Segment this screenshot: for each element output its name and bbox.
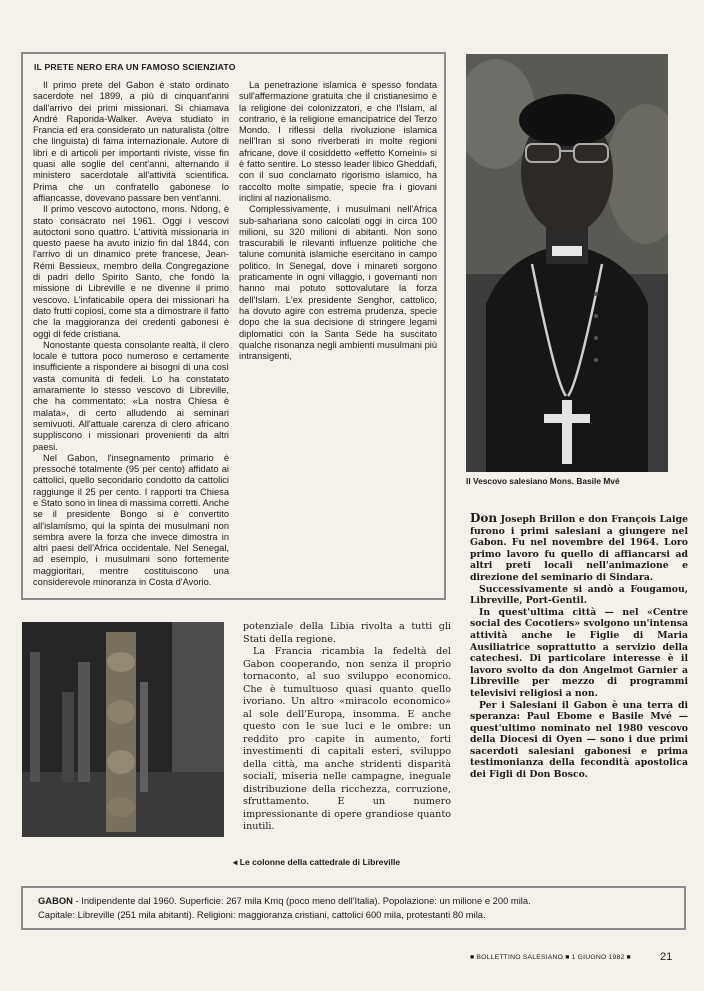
info-line-1 [38, 894, 678, 908]
article-column-2 [239, 80, 437, 362]
paragraph: Complessivamente, i musulmani nell'Africa sub-sahariana sono calcolati oggi in circa 100 milioni, su 320 milioni di abitanti. Non sono trascurabili le rilevanti influenze politiche che talune comunità islamiche esercitano in campo politico. In Senegal, dove i minareti sorgono praticamente in ogni villaggio, i governanti non hanno mai potuto sottovalutare la forza dell'Islam. L'ex presidente Senghor, cattolico, ha dovuto agire con estrema prudenza, specie dopo che la sua decisione di stringere legami diplomatici con la Santa Sede ha suscitato qualche risonanza negli ambienti musulmani più intransigenti, [239, 204, 437, 362]
paragraph: La penetrazione islamica è spesso fondata sull'affermazione gratuita che il cristianesimo è la religione dei colonizzatori, e che l'Islam, al contrario, è la religione emancipatrice del Terzo Mondo. I riflessi della rivoluzione islamica nell'Iran si sono riverberati in molte regioni africane, dove il cosiddetto «effetto Komeini» si è fatto sentire. Lo stesso leader libico Gheddafi, con il suo conclamato rigorismo islamico, ha raccolto molte simpatie, specie fra i giovani inclini al nazionalismo. [239, 80, 437, 203]
paragraph: Nonostante questa consolante realtà, il clero locale è tuttora poco numeroso e certamente insufficiente a rispondere ai bisogni di una così vasta comunità di fedeli. Lo ha constatato amaramente lo stesso vescovo di Libreville, che ha commentato: «La nostra Chiesa è malata», di certo alludendo ai seminari semivuoti. All'attuale carenza di clero africano suppliscono i missionari provenienti da altri paesi. [33, 339, 229, 452]
cathedral-photo [22, 622, 224, 837]
paragraph: Nel Gabon, l'insegnamento primario è pressoché totalmente (95 per cento) affidato ai cattolici, quello secondario condotto da cattolici raggiunge il 25 per cento. I rapporti tra Chiesa e Stato sono in linea di massima corretti. Anche se il presidente Bongo si è convertito all'islamismo, qui la spinta dei musulmani non sembra avere la forza che invece dimostra in altri paesi dell'Africa occidentale. Nel Senegal, ad esempio, i musulmani sono fortemente maggioritari, mentre costituiscono una considerevole minoranza in Costa d'Avorio. [33, 452, 229, 588]
bishop-portrait-image [466, 54, 668, 472]
paragraph: potenziale della Libia rivolta a tutti gli Stati della regione. [243, 621, 451, 645]
paragraph: Per i Salesiani il Gabon è una terra di speranza: Paul Ebome e Basile Mvé — quest'ultimo nominato nel 1980 vescovo della Diocesi di Oyen — sono i due primi sacerdoti salesiani gabonesi e prima testimonianza della fecondità apostolica dei Figli di Don Bosco. [470, 699, 688, 781]
cathedral-columns-image [22, 622, 224, 837]
info-label: GABON [38, 895, 73, 906]
country-info-text [38, 894, 678, 922]
footer-publication: ■ BOLLETTINO SALESIANO ■ 1 GIUGNO 1982 ■ [470, 954, 631, 961]
paragraph: Successivamente si andò a Fougamou, Libreville, Port-Gentil. [470, 583, 688, 607]
paragraph: In quest'ultima città — nel «Centre social des Cocotiers» svolgono un'intensa attività anche le Figlie di Maria Ausiliatrice soprattutto a servizio della catechesi. Di particolare interesse è il lavoro svolto da don Angelmot Garnier a Libreville per mezzo di programmi televisivi religiosi a non. [470, 606, 688, 699]
article-title: IL PRETE NERO ERA UN FAMOSO SCIENZIATO [34, 62, 236, 72]
bishop-photo-caption: Il Vescovo salesiano Mons. Basile Mvé [466, 476, 620, 486]
info-line-2: Capitale: Libreville (251 mila abitanti). Religioni: maggioranza cristiani, cattolici 600 mila, protestanti 80 mila. [38, 909, 486, 920]
drop-cap: Don [470, 511, 498, 525]
paragraph: La Francia ricambia la fedeltà del Gabon cooperando, non senza il proprio tornaconto, al suo sviluppo economico. Che è tumultuoso quasi quanto quello ivoriano. Un altro «miracolo economico» al sole dell'Europa, insomma. E anche questo con le sue luci e le ombre: un reddito pro capite in aumento, forti investimenti di capitali esteri, sviluppo della città, ma anche stridenti disparità sociali, miseria nelle campagne, ineguale distribuzione della ricchezza, corruzione, sfruttamento. E un numero impressionante di opere grandiose quanto inutili. [243, 646, 451, 832]
article-column-3 [243, 621, 451, 834]
salesiani-column [470, 513, 688, 781]
paragraph: Il primo vescovo autoctono, mons. Ndong, è stato consacrato nel 1961. Oggi i vescovi autoctoni sono quattro. L'attività missionaria in questo paese ha avuto inizio fin dal 1844, con l'arrivo di un dinamico prete francese, Jean-Rémi Bessieux, membro della Congregazione di padri dello Spirito Santo, che fondò la missione di Libreville e ne divenne il primo vescovo. L'infaticabile opera dei missionari ha dato frutti copiosi, come sta a dimostrare il fatto che la maggioranza dei credenti gabonesi è oggi di fede cristiana. [33, 204, 229, 339]
caption-text: Le colonne della cattedrale di Libreville [239, 857, 401, 867]
article-column-1 [33, 80, 229, 588]
paragraph [470, 513, 688, 584]
paragraph-text: Joseph Brillon e don François Laige furono i primi salesiani a giungere nel Gabon. Fu nel novembre del 1964. Loro primo lavoro fu quello di affiancarsi ad altri preti locali nell'animazione e direzione del seminario di Sindara. [470, 514, 688, 583]
bishop-photo [466, 54, 668, 472]
caption-arrow-icon: ◂ [233, 857, 238, 867]
cathedral-photo-caption [233, 857, 400, 868]
paragraph: Il primo prete del Gabon è stato ordinato sacerdote nel 1899, a più di cinquant'anni dall'arrivo dei primi missionari. Si chiamava André Raponda-Walker. Aveva studiato in Francia ed era considerato un naturalista (oltre che linguista) di fama internazionale. Autore di libri e di articoli per importanti riviste, visse fin quasi alle soglie del cent'anni, alternando il ministero sacerdotale all'attività scientifica. Prima che un confratello gabonese lo affiancasse, dovevano passare ben vent'anni. [33, 80, 229, 203]
page-number: 21 [660, 951, 673, 963]
info-line-1-text: - Indipendente dal 1960. Superficie: 267 mila Kmq (poco meno dell'Italia). Popolazione: un milione e 200 mila. [72, 895, 531, 906]
